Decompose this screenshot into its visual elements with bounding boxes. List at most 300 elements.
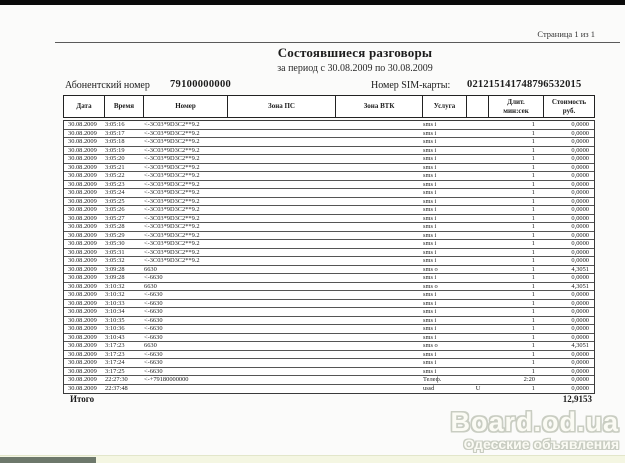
cell-flag (467, 334, 489, 342)
cell-time: 3:09:28 (105, 274, 125, 281)
cell-date: 30.08.2009 (68, 223, 97, 230)
cell-service: sms i (423, 333, 437, 341)
cell-number: <-3C03*9D3C2**9.2 (144, 189, 200, 196)
cell-time: 22:37:48 (105, 384, 128, 392)
cell-zone-ps (228, 368, 336, 376)
table-row (64, 257, 594, 266)
cell-number: <-3C03*9D3C2**9.2 (144, 146, 200, 154)
cell-duration: 1 (531, 214, 535, 222)
cell-date: 30.08.2009 (68, 138, 97, 145)
table-row (64, 223, 594, 232)
cell-flag (467, 181, 489, 189)
cell-time: 3:05:24 (105, 189, 125, 196)
cell-service: sms i (423, 121, 437, 128)
cell-cost: 0,0000 (571, 172, 589, 179)
cell-service: sms i (423, 146, 437, 154)
cell-zone-vtk (336, 359, 423, 367)
cell-date: 30.08.2009 (68, 257, 97, 264)
cell-flag (467, 291, 489, 299)
table-row (64, 266, 594, 275)
cell-number: <-3C03*9D3C2**9.2 (144, 180, 200, 188)
cell-cost: 0,0000 (571, 180, 589, 188)
cell-duration: 1 (531, 325, 535, 332)
cell-time: 3:10:33 (105, 299, 125, 307)
cell-number: <-3C03*9D3C2**9.2 (144, 214, 200, 222)
cell-duration: 1 (531, 367, 535, 375)
cell-duration: 1 (531, 274, 535, 281)
cell-duration: 1 (531, 231, 535, 239)
cell-zone-vtk (336, 181, 423, 189)
table-row (64, 376, 594, 385)
cell-time: 3:05:18 (105, 138, 125, 145)
cell-flag (467, 138, 489, 146)
table-body (63, 120, 595, 394)
cell-duration: 1 (531, 180, 535, 188)
table-row (64, 181, 594, 190)
cell-zone-vtk (336, 164, 423, 172)
cell-service: sms i (423, 367, 437, 375)
cell-service: sms o (423, 265, 438, 273)
cell-duration: 1 (531, 172, 535, 179)
cell-time: 3:05:30 (105, 240, 125, 247)
cell-duration: 1 (531, 248, 535, 256)
cell-time: 3:10:43 (105, 333, 125, 341)
cell-number: <-3C03*9D3C2**9.2 (144, 257, 200, 264)
cell-zone-ps (228, 249, 336, 257)
cell-service: sms i (423, 231, 437, 239)
cell-flag (467, 232, 489, 240)
cell-service: sms i (423, 189, 437, 196)
cell-number: <-3C03*9D3C2**9.2 (144, 129, 200, 137)
table-row (64, 189, 594, 198)
cell-time: 3:05:22 (105, 172, 125, 179)
cell-zone-ps (228, 189, 336, 197)
watermark-site-name: Board.od.ua (450, 407, 619, 437)
cell-flag (467, 325, 489, 333)
cell-service: sms i (423, 240, 437, 247)
cell-number: <-6630 (144, 359, 163, 366)
header-rule (55, 42, 620, 43)
cell-date: 30.08.2009 (68, 282, 97, 290)
cell-service: sms i (423, 129, 437, 137)
subscriber-number-label: Абонентский номер (65, 80, 150, 91)
table-row (64, 359, 594, 368)
cell-service: ussd (423, 384, 435, 392)
cell-cost: 4,3051 (571, 342, 589, 349)
cell-zone-ps (228, 300, 336, 308)
cell-zone-ps (228, 325, 336, 333)
total-value: 12,9153 (562, 394, 592, 404)
cell-flag (467, 249, 489, 257)
cell-flag (467, 300, 489, 308)
cell-cost: 0,0000 (571, 146, 589, 154)
cell-flag (467, 206, 489, 214)
cell-date: 30.08.2009 (68, 206, 97, 213)
cell-flag (467, 266, 489, 274)
table-row (64, 232, 594, 241)
cell-flag (467, 351, 489, 359)
table-row (64, 385, 594, 394)
cell-duration: 1 (531, 163, 535, 171)
cell-zone-vtk (336, 172, 423, 180)
table-row (64, 215, 594, 224)
document-period: за период с 30.08.2009 по 30.08.2009 (277, 63, 433, 74)
cell-zone-vtk (336, 385, 423, 394)
cell-number: <-+79180000000 (144, 376, 189, 383)
cell-date: 30.08.2009 (68, 333, 97, 341)
table-row (64, 283, 594, 292)
cell-date: 30.08.2009 (68, 248, 97, 256)
cell-flag (467, 223, 489, 231)
cell-duration: 1 (531, 146, 535, 154)
cell-service: sms i (423, 325, 437, 332)
cell-time: 3:05:31 (105, 248, 125, 256)
cell-date: 30.08.2009 (68, 359, 97, 366)
cell-cost: 0,0000 (571, 376, 589, 383)
cell-zone-ps (228, 376, 336, 384)
cell-date: 30.08.2009 (68, 214, 97, 222)
cell-zone-ps (228, 147, 336, 155)
table-header-row (63, 95, 595, 118)
cell-cost: 0,0000 (571, 257, 589, 264)
cell-service: sms i (423, 180, 437, 188)
cell-number: 6630 (144, 265, 157, 273)
cell-service: sms i (423, 214, 437, 222)
cell-cost: 0,0000 (571, 367, 589, 375)
cell-duration: 1 (531, 316, 535, 324)
cell-time: 3:05:27 (105, 214, 125, 222)
cell-flag (467, 342, 489, 350)
cell-cost: 4,3051 (571, 265, 589, 273)
table-row (64, 274, 594, 283)
column-header-0: Дата (64, 96, 105, 117)
cell-time: 3:05:19 (105, 146, 125, 154)
cell-number: <-3C03*9D3C2**9.2 (144, 138, 200, 145)
cell-flag (467, 155, 489, 163)
cell-zone-vtk (336, 266, 423, 274)
cell-number: <-3C03*9D3C2**9.2 (144, 172, 200, 179)
cell-zone-ps (228, 206, 336, 214)
table-row (64, 155, 594, 164)
cell-duration: 1 (531, 384, 535, 392)
cell-service: sms i (423, 163, 437, 171)
table-row (64, 130, 594, 139)
cell-service: sms i (423, 155, 437, 162)
table-row (64, 206, 594, 215)
cell-cost: 4,3051 (571, 282, 589, 290)
cell-number: <-6630 (144, 333, 163, 341)
cell-zone-ps (228, 240, 336, 248)
cell-cost: 0,0000 (571, 197, 589, 205)
cell-zone-ps (228, 172, 336, 180)
cell-cost: 0,0000 (571, 350, 589, 358)
cell-cost: 0,0000 (571, 316, 589, 324)
table-row (64, 300, 594, 309)
cell-flag (467, 121, 489, 129)
cell-duration: 1 (531, 121, 535, 128)
cell-flag (467, 257, 489, 265)
cell-zone-vtk (336, 334, 423, 342)
cell-number: <-3C03*9D3C2**9.2 (144, 240, 200, 247)
cell-flag (467, 283, 489, 291)
cell-zone-ps (228, 181, 336, 189)
column-header-1: Время (105, 96, 144, 117)
cell-flag (467, 376, 489, 384)
cell-service: sms i (423, 274, 437, 281)
bottom-left-block (0, 457, 96, 463)
cell-zone-ps (228, 155, 336, 163)
cell-zone-vtk (336, 198, 423, 206)
cell-service: sms i (423, 299, 437, 307)
table-row (64, 325, 594, 334)
cell-service: sms i (423, 172, 437, 179)
cell-flag (467, 274, 489, 282)
cell-date: 30.08.2009 (68, 308, 97, 315)
cell-zone-vtk (336, 232, 423, 240)
cell-zone-vtk (336, 155, 423, 163)
cell-number: <-3C03*9D3C2**9.2 (144, 155, 200, 162)
top-black-bar (0, 0, 625, 5)
cell-flag (467, 130, 489, 138)
cell-duration: 2:20 (523, 376, 535, 383)
cell-flag (467, 164, 489, 172)
cell-date: 30.08.2009 (68, 299, 97, 307)
column-header-4: Зона ВТК (336, 96, 423, 117)
cell-zone-ps (228, 232, 336, 240)
cell-time: 3:05:16 (105, 121, 125, 128)
cell-number: <-6630 (144, 350, 163, 358)
cell-time: 3:17:25 (105, 367, 125, 375)
cell-cost: 0,0000 (571, 121, 589, 128)
table-row (64, 240, 594, 249)
cell-time: 3:09:28 (105, 265, 125, 273)
sim-number-value: 021215141748796532015 (467, 78, 582, 90)
cell-duration: 1 (531, 308, 535, 315)
cell-date: 30.08.2009 (68, 342, 97, 349)
cell-date: 30.08.2009 (68, 172, 97, 179)
cell-zone-ps (228, 215, 336, 223)
cell-zone-ps (228, 257, 336, 265)
table-row (64, 147, 594, 156)
total-label: Итого (70, 394, 95, 404)
cell-flag: U (475, 384, 481, 392)
cell-date: 30.08.2009 (68, 265, 97, 273)
table-row (64, 172, 594, 181)
cell-cost: 0,0000 (571, 248, 589, 256)
cell-zone-vtk (336, 257, 423, 265)
cell-flag (467, 172, 489, 180)
cell-cost: 0,0000 (571, 308, 589, 315)
cell-duration: 1 (531, 333, 535, 341)
cell-time: 22:27:30 (105, 376, 128, 383)
column-header-7: Длит. мин:сек (489, 96, 544, 117)
cell-date: 30.08.2009 (68, 197, 97, 205)
cell-duration: 1 (531, 197, 535, 205)
subscriber-number-value: 79100000000 (170, 78, 232, 90)
cell-zone-vtk (336, 206, 423, 214)
cell-zone-ps (228, 317, 336, 325)
cell-date: 30.08.2009 (68, 274, 97, 281)
cell-zone-ps (228, 198, 336, 206)
cell-time: 3:05:23 (105, 180, 125, 188)
cell-number (144, 385, 228, 394)
cell-time: 3:17:24 (105, 359, 125, 366)
cell-zone-ps (228, 130, 336, 138)
cell-cost: 0,0000 (571, 359, 589, 366)
table-row (64, 368, 594, 377)
cell-zone-ps (228, 385, 336, 394)
cell-duration: 1 (531, 155, 535, 162)
cell-duration: 1 (531, 291, 535, 298)
cell-number: <-6630 (144, 316, 163, 324)
cell-cost: 0,0000 (571, 384, 589, 392)
column-header-2: Номер (144, 96, 228, 117)
cell-flag (467, 147, 489, 155)
column-header-3: Зона ПС (228, 96, 336, 117)
cell-date: 30.08.2009 (68, 350, 97, 358)
cell-zone-vtk (336, 291, 423, 299)
column-header-6 (467, 96, 489, 117)
cell-zone-vtk (336, 300, 423, 308)
sim-number-label: Номер SIM-карты: (371, 80, 451, 91)
cell-date: 30.08.2009 (68, 367, 97, 375)
cell-zone-vtk (336, 121, 423, 129)
cell-service: sms i (423, 206, 437, 213)
cell-date: 30.08.2009 (68, 121, 97, 128)
cell-time: 3:10:36 (105, 325, 125, 332)
cell-flag (467, 308, 489, 316)
table-row (64, 121, 594, 130)
cell-service: Телеф. (423, 376, 442, 383)
cell-time: 3:05:25 (105, 197, 125, 205)
cell-time: 3:10:34 (105, 308, 125, 315)
cell-number: <-6630 (144, 291, 163, 298)
cell-date: 30.08.2009 (68, 384, 97, 392)
cell-zone-ps (228, 164, 336, 172)
cell-time: 3:05:17 (105, 129, 125, 137)
cell-time: 3:05:28 (105, 223, 125, 230)
cell-time: 3:05:32 (105, 257, 125, 264)
cell-number: <-3C03*9D3C2**9.2 (144, 206, 200, 213)
cell-duration: 1 (531, 189, 535, 196)
cell-service: sms i (423, 248, 437, 256)
table-row (64, 291, 594, 300)
cell-number: <-3C03*9D3C2**9.2 (144, 163, 200, 171)
cell-flag (467, 368, 489, 376)
column-header-8: Стоимость руб. (551, 98, 587, 115)
cell-service: sms i (423, 291, 437, 298)
cell-date: 30.08.2009 (68, 231, 97, 239)
cell-flag (467, 240, 489, 248)
watermark-tagline: Одесские объявления (463, 436, 619, 452)
cell-date: 30.08.2009 (68, 155, 97, 162)
cell-service: sms i (423, 308, 437, 315)
table-row (64, 249, 594, 258)
cell-flag (467, 189, 489, 197)
cell-service: sms i (423, 316, 437, 324)
cell-flag (467, 198, 489, 206)
cell-duration: 1 (531, 359, 535, 366)
cell-number: 6630 (144, 342, 157, 349)
cell-service: sms i (423, 257, 437, 264)
cell-zone-vtk (336, 147, 423, 155)
document-title: Состоявшиеся разговоры (277, 45, 433, 60)
cell-number: <-3C03*9D3C2**9.2 (144, 197, 200, 205)
cell-duration: 1 (531, 265, 535, 273)
watermark (450, 409, 619, 451)
cell-time: 3:05:29 (105, 231, 125, 239)
cell-zone-vtk (336, 138, 423, 146)
cell-time: 3:17:23 (105, 342, 125, 349)
column-header-5: Услуга (423, 96, 467, 117)
cell-number: <-3C03*9D3C2**9.2 (144, 121, 200, 128)
cell-zone-vtk (336, 325, 423, 333)
cell-time: 3:10:32 (105, 291, 125, 298)
cell-number: 6630 (144, 282, 157, 290)
cell-cost: 0,0000 (571, 240, 589, 247)
cell-service: sms i (423, 138, 437, 145)
cell-date: 30.08.2009 (68, 316, 97, 324)
cell-date: 30.08.2009 (68, 146, 97, 154)
table-row (64, 164, 594, 173)
cell-zone-vtk (336, 240, 423, 248)
cell-zone-ps (228, 138, 336, 146)
table-row (64, 308, 594, 317)
cell-cost: 0,0000 (571, 206, 589, 213)
table-row (64, 138, 594, 147)
cell-flag (467, 215, 489, 223)
cell-cost: 0,0000 (571, 129, 589, 137)
cell-zone-ps (228, 274, 336, 282)
cell-zone-ps (228, 359, 336, 367)
cell-service: sms o (423, 282, 438, 290)
cell-zone-vtk (336, 215, 423, 223)
cell-duration: 1 (531, 223, 535, 230)
cell-duration: 1 (531, 299, 535, 307)
cell-duration: 1 (531, 129, 535, 137)
cell-cost: 0,0000 (571, 299, 589, 307)
cell-number: <-6630 (144, 308, 163, 315)
cell-date: 30.08.2009 (68, 240, 97, 247)
cell-zone-ps (228, 121, 336, 129)
cell-date: 30.08.2009 (68, 180, 97, 188)
cell-time: 3:10:35 (105, 316, 125, 324)
cell-time: 3:05:26 (105, 206, 125, 213)
cell-zone-ps (228, 266, 336, 274)
cell-zone-vtk (336, 317, 423, 325)
cell-cost: 0,0000 (571, 231, 589, 239)
cell-number: <-3C03*9D3C2**9.2 (144, 231, 200, 239)
cell-flag (467, 317, 489, 325)
cell-date: 30.08.2009 (68, 129, 97, 137)
cell-duration: 1 (531, 206, 535, 213)
cell-service: sms i (423, 197, 437, 205)
cell-flag (467, 359, 489, 367)
cell-cost: 0,0000 (571, 333, 589, 341)
cell-zone-ps (228, 334, 336, 342)
cell-number: <-3C03*9D3C2**9.2 (144, 248, 200, 256)
cell-zone-vtk (336, 249, 423, 257)
cell-number: <-6630 (144, 367, 163, 375)
cell-cost: 0,0000 (571, 274, 589, 281)
cell-zone-ps (228, 283, 336, 291)
cell-zone-vtk (336, 342, 423, 350)
table-row (64, 198, 594, 207)
cell-service: sms i (423, 223, 437, 230)
cell-cost: 0,0000 (571, 223, 589, 230)
cell-zone-vtk (336, 189, 423, 197)
title-block (100, 45, 610, 74)
